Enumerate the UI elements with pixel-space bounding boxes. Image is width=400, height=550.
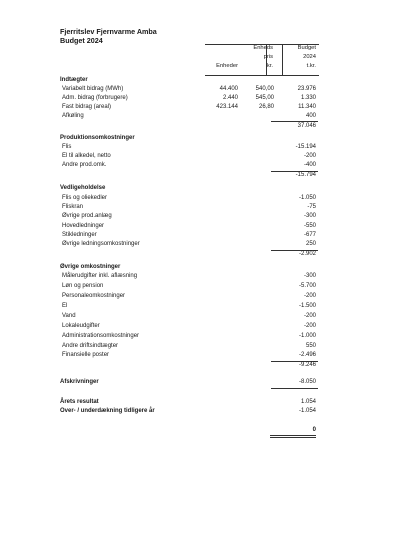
row-label: Lokaleudgifter [62,323,100,329]
table-row [0,112,400,121]
header-budget-2: 2024 [303,54,316,60]
row-value: -200 [303,323,316,329]
row-value: 400 [305,113,316,119]
row-value: -15.194 [295,144,316,150]
row-value: 250 [305,241,316,247]
table-row [0,332,400,341]
heading-vedligehold: Vedligeholdelse [60,185,106,191]
row-value: -400 [303,162,316,168]
heading-produktion: Produktionsomkostninger [60,135,135,141]
section-heading [0,76,400,85]
table-row [0,85,400,94]
row-label: Afkøling [62,113,84,119]
row-label: Variabelt bidrag (MWh) [62,86,124,92]
aarets-resultat-value: 1.054 [300,399,316,405]
subtotal-oevrige: -9.246 [298,362,316,368]
row-label: Flis [62,144,72,150]
row-price: 26,80 [258,104,274,110]
header-enhedspris-2: pris [263,54,273,60]
row-label: El til alkedel, netto [62,153,111,159]
afskrivninger-row [0,378,400,387]
row-value: 1.330 [300,95,316,101]
table-row [0,222,400,231]
row-label: Målerudgifter inkl. aflæsning [62,273,138,279]
table-row [0,272,400,281]
section-heading [0,263,400,272]
row-value: -550 [303,223,316,229]
overdaekning-row [0,407,400,416]
section-heading [0,134,400,143]
row-value: -677 [303,232,316,238]
table-row [0,212,400,221]
header-divider [282,45,283,75]
row-label: Løn og pension [62,283,104,289]
table-row [0,282,400,291]
subtotal-vedligehold: -2.902 [298,251,316,257]
subtotal-line [271,388,318,389]
row-value: -75 [307,204,316,210]
row-label: Fast bidrag (areal) [62,104,112,110]
row-value: -2.496 [298,352,316,358]
table-row [0,351,400,360]
row-label: Fliskran [62,204,84,210]
header-budget-3: t.kr. [306,63,316,69]
row-value: -1.000 [298,333,316,339]
row-units: 44.400 [219,86,238,92]
overdaekning-label: Over- / underdækning tidligere år [60,408,155,414]
company-title: Fjerritslev Fjernvarme Amba [60,27,157,36]
row-label: Vand [62,313,76,319]
row-label: El [62,303,68,309]
row-value: 11.340 [298,104,316,110]
row-value: 550 [305,343,316,349]
overdaekning-value: -1.054 [298,408,316,414]
subtotal-row [0,122,400,131]
row-value: -1.050 [298,195,316,201]
row-label: Flis og oliekedler [62,195,108,201]
row-label: Øvrige prod.anlæg [62,213,112,219]
header-enhedspris-1: Enheds [253,45,273,51]
final-total-value: 0 [312,427,316,433]
row-price: 545,00 [255,95,274,101]
table-row [0,203,400,212]
row-label: Administrationsomkostninger [62,333,140,339]
table-row [0,152,400,161]
table-row [0,342,400,351]
row-price: 540,00 [255,86,274,92]
result-row [0,398,400,407]
row-label: Finansielle poster [62,352,110,358]
afskrivninger-value: -8.050 [298,379,316,385]
header-budget-1: Budget [297,45,316,51]
header-enhedspris-3: kr. [266,63,273,69]
afskrivninger-label: Afskrivninger [60,379,99,385]
row-value: -300 [303,213,316,219]
table-row [0,322,400,331]
table-row [0,312,400,321]
table-row [0,292,400,301]
row-value: -1.500 [298,303,316,309]
heading-oevrige: Øvrige omkostninger [60,264,121,270]
row-value: -300 [303,273,316,279]
row-value: 23.976 [297,86,316,92]
table-row [0,103,400,112]
header-enheder: Enheder [216,63,238,69]
row-value: -200 [303,313,316,319]
budget-subtitle: Budget 2024 [60,36,103,45]
final-total-double-line [270,435,316,438]
row-label: Andre prod.omk. [62,162,107,168]
row-label: Hovedledninger [62,223,105,229]
table-row [0,94,400,103]
table-row [0,231,400,240]
row-value: -5.700 [298,283,316,289]
row-value: -200 [303,153,316,159]
heading-indtaegter: Indtægter [60,77,88,83]
row-label: Andre driftsindtægter [62,343,119,349]
row-label: Adm. bidrag (forbrugere) [62,95,128,101]
row-label: Stikledninger [62,232,97,238]
table-row [0,302,400,311]
subtotal-produktion: -15.794 [295,172,316,178]
row-label: Øvrige ledningsomkostninger [62,241,140,247]
row-units: 423.144 [216,104,238,110]
subtotal-row [0,361,400,370]
aarets-resultat-label: Årets resultat [60,399,99,405]
section-heading [0,184,400,193]
table-row [0,194,400,203]
table-row [0,161,400,170]
subtotal-row [0,171,400,180]
table-row [0,143,400,152]
final-total-row [0,426,400,435]
table-row [0,240,400,249]
row-label: Personaleomkostninger [62,293,126,299]
row-value: -200 [303,293,316,299]
row-units: 2.440 [222,95,238,101]
subtotal-indtaegter: 37.046 [297,123,316,129]
subtotal-row [0,250,400,259]
